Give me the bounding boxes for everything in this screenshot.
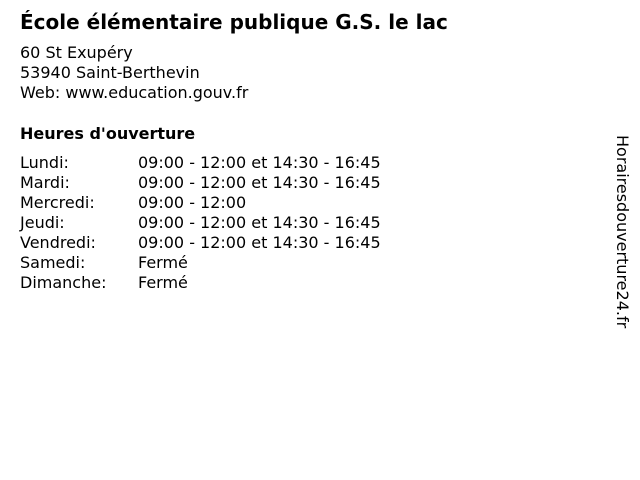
- opening-hours-list: [20, 153, 381, 293]
- school-name: École élémentaire publique G.S. le lac: [20, 10, 448, 34]
- address-street: 60 St Exupéry: [20, 43, 133, 62]
- hours-row-monday: [20, 153, 381, 173]
- hours-row-thursday: [20, 213, 381, 233]
- day-label: Lundi:: [20, 153, 69, 172]
- address-city: 53940 Saint-Berthevin: [20, 63, 200, 82]
- hours-row-saturday: [20, 253, 381, 273]
- day-label: Mercredi:: [20, 193, 95, 212]
- hours-row-tuesday: [20, 173, 381, 193]
- hours-value: Fermé: [138, 273, 188, 292]
- day-label: Mardi:: [20, 173, 70, 192]
- hours-value: Fermé: [138, 253, 188, 272]
- address-block: [20, 43, 248, 103]
- site-watermark: Horairesdouverture24.fr: [613, 135, 632, 329]
- hours-value: 09:00 - 12:00: [138, 193, 247, 212]
- hours-value: 09:00 - 12:00 et 14:30 - 16:45: [138, 213, 381, 232]
- hours-row-sunday: [20, 273, 381, 293]
- day-label: Dimanche:: [20, 273, 107, 292]
- day-label: Jeudi:: [20, 213, 65, 232]
- opening-hours-title: Heures d'ouverture: [20, 124, 196, 143]
- hours-value: 09:00 - 12:00 et 14:30 - 16:45: [138, 173, 381, 192]
- day-label: Vendredi:: [20, 233, 96, 252]
- hours-value: 09:00 - 12:00 et 14:30 - 16:45: [138, 233, 381, 252]
- hours-row-friday: [20, 233, 381, 253]
- day-label: Samedi:: [20, 253, 86, 272]
- website-line: Web: www.education.gouv.fr: [20, 83, 249, 102]
- hours-row-wednesday: [20, 193, 381, 213]
- hours-value: 09:00 - 12:00 et 14:30 - 16:45: [138, 153, 381, 172]
